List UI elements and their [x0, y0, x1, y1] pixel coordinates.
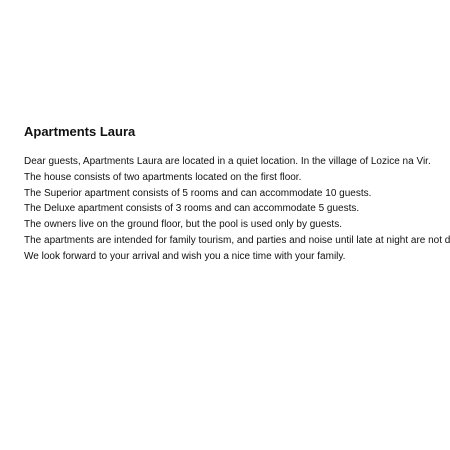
document-body: [24, 154, 450, 265]
body-line-deluxe: The Deluxe apartment consists of 3 rooms and can accommodate 5 guests.: [24, 203, 360, 215]
body-line-rules: The apartments are intended for family tourism, and parties and noise until late at night are not d: [24, 234, 450, 246]
document-title: Apartments Laura: [24, 124, 136, 139]
body-line-closing: We look forward to your arrival and wish you a nice time with your family.: [24, 250, 346, 262]
body-line-owners: The owners live on the ground floor, but the pool is used only by guests.: [24, 219, 342, 231]
body-line-superior: The Superior apartment consists of 5 rooms and can accommodate 10 guests.: [24, 187, 372, 199]
body-line-greeting: Dear guests, Apartments Laura are located in a quiet location. In the village of Lozice na Vir.: [24, 156, 431, 167]
body-line-house: The house consists of two apartments located on the first floor.: [24, 171, 302, 183]
